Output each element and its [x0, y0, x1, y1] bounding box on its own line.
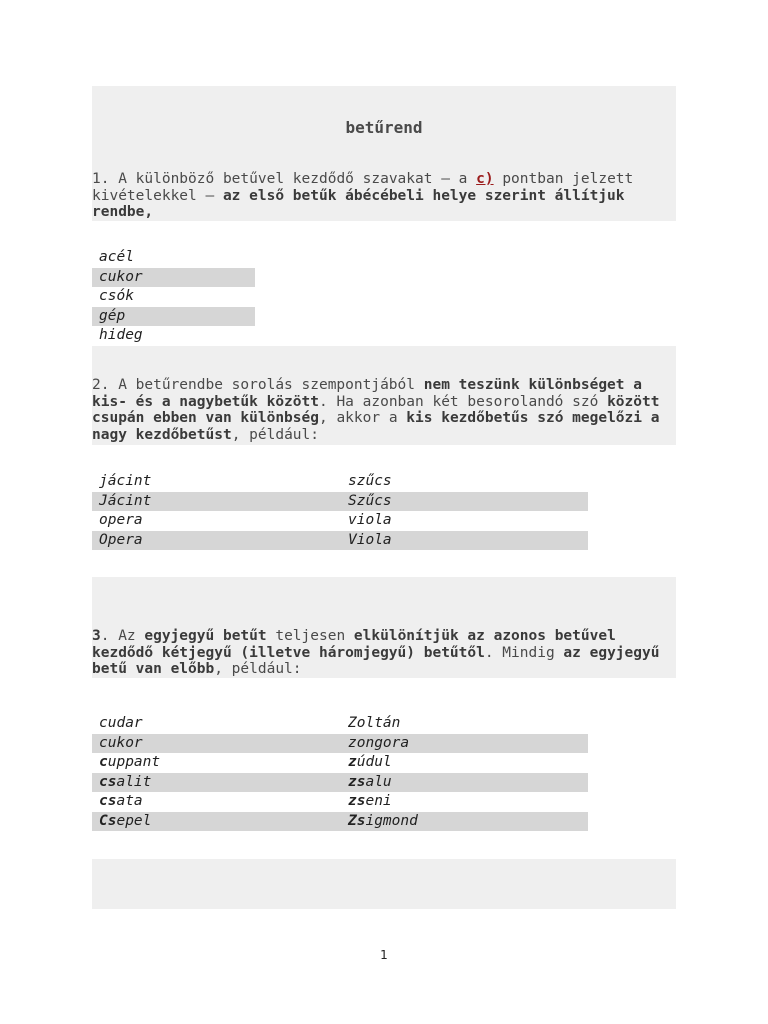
table-row: Csepel Zsigmond	[92, 812, 588, 831]
list-item: gép	[92, 307, 255, 326]
list-item: acél	[99, 249, 134, 265]
empty-block	[92, 859, 676, 909]
section3-text: 3. Az egyjegyű betűt teljesen elkülönítjük az azonos betűvel kezdődő kétjegyű (illetve háromjegyű) betűtől. Mindig az egyjegyű betű van előbb, például:	[92, 628, 660, 678]
table-row: csata zseni	[99, 793, 392, 809]
section-c-link[interactable]: c)	[476, 171, 494, 187]
section2-text: 2. A betűrendbe sorolás szempontjából nem teszünk különbséget a kis- és a nagybetűk között. Ha azonban két besorolandó szó között csupán ebben van különbség, akkor a kis kezdőbetűs szó megelőzi a nagy kezdőbetűst, például:	[92, 377, 660, 444]
section1-text: 1. A különböző betűvel kezdődő szavakat – a c) pontban jelzett kivételekkel – az első betűk ábécébeli helye szerint állítjuk rendbe,	[92, 171, 634, 221]
table-row: cukor zongora	[92, 734, 588, 753]
page-title: betűrend	[345, 118, 423, 137]
table-row: Opera Viola	[92, 531, 588, 550]
list-item: cukor	[92, 268, 255, 287]
table-row: csalit zsalu	[92, 773, 588, 792]
table-row: cudar Zoltán	[99, 715, 401, 731]
table-row: jácint szűcs	[99, 473, 392, 489]
table-row: opera viola	[99, 512, 392, 528]
list-item: csók	[99, 288, 134, 304]
table-row: cuppant zúdul	[99, 754, 392, 770]
page-number: 1	[380, 948, 388, 962]
list-item: hideg	[99, 327, 143, 343]
table-row: Jácint Szűcs	[92, 492, 588, 511]
section1-number: 1.	[92, 171, 110, 187]
section3-number: 3	[92, 628, 101, 644]
